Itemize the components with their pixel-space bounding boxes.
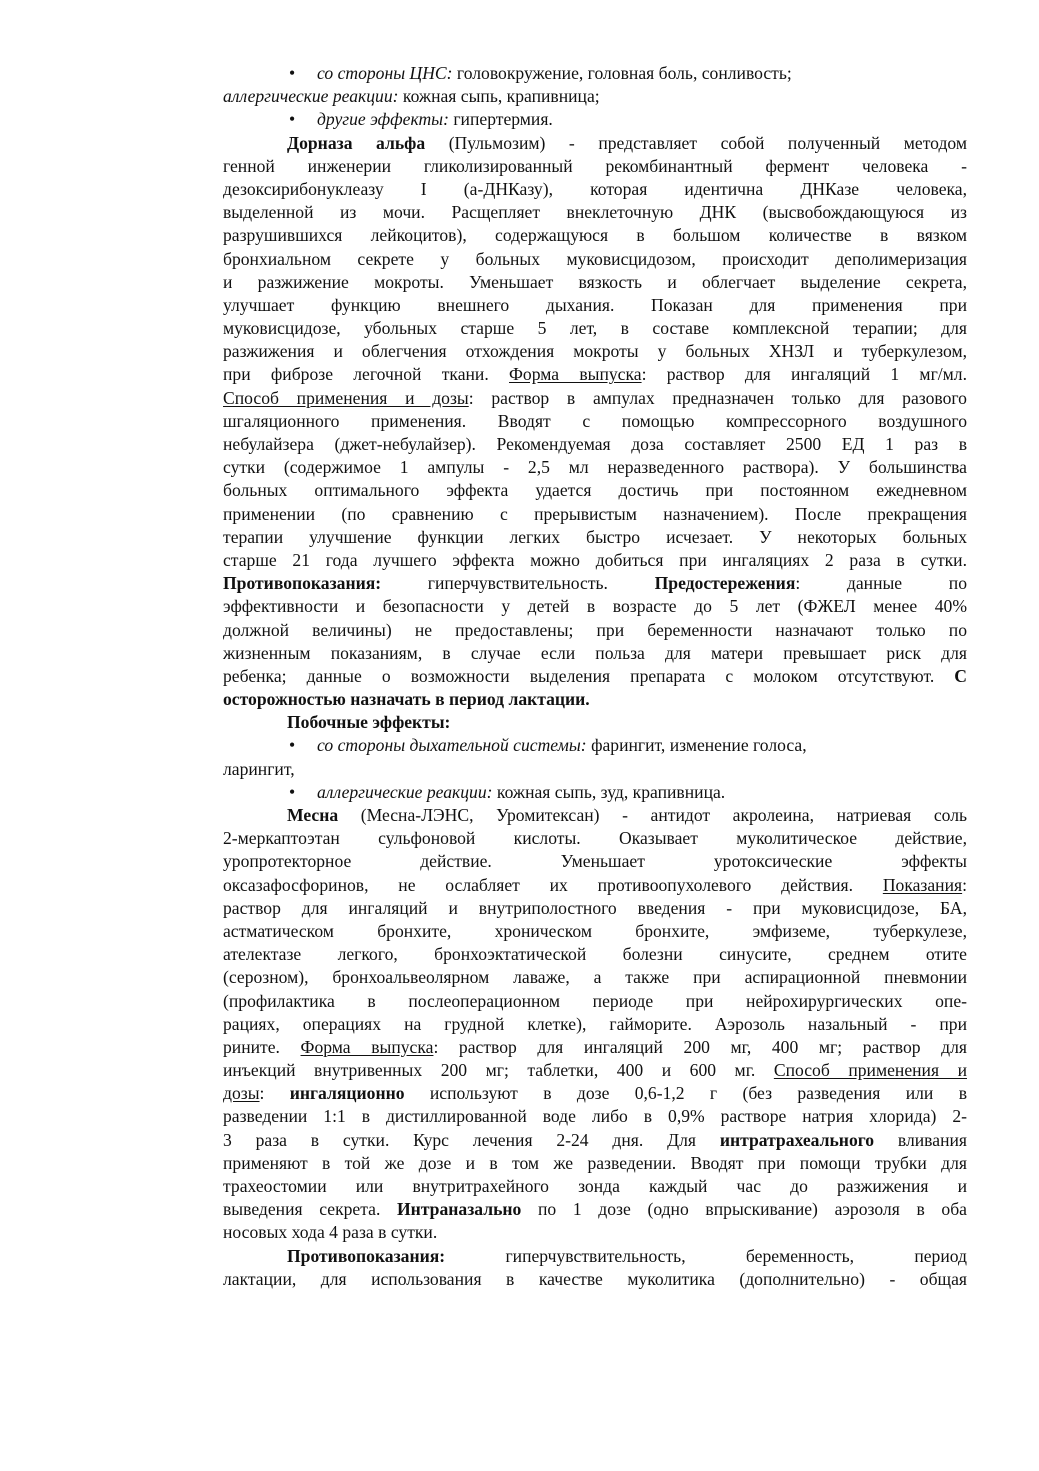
paragraph-heading-line [223, 132, 967, 155]
bold-term: С [954, 665, 967, 686]
bullet-item [223, 62, 967, 85]
bullet-item [223, 734, 967, 757]
bullet-marker: • [289, 781, 296, 802]
text-line: уропротекторное действие. Уменьшает уротоксические эффекты [223, 851, 967, 872]
text-line: разведении 1:1 в дистиллированной воде либо в 0,9% растворе натрия хлорида) 2- [223, 1106, 967, 1127]
text-span: инъекций внутривенных 200 мг; таблетки, 400 и 600 мг. [223, 1060, 774, 1081]
bold-term: Противопоказания: [287, 1245, 446, 1266]
text-line: лактации, для использования в качестве муколитика (дополнительно) - общая [223, 1268, 967, 1289]
text-span: ребенка; данные о возможности выделения препарата с молоком отсутствуют. [223, 665, 955, 686]
text-line: разрушившихся лейкоцитов), содержащуюся в большом количестве в вязком [223, 225, 967, 246]
text-span: оксазафосфоринов, не ослабляет их противоопухолевого действия. [223, 874, 883, 895]
text-line [223, 1198, 967, 1221]
text-line: ларингит, [223, 758, 295, 779]
text-span: 3 раза в сутки. Курс лечения 2-24 дня. Для [223, 1129, 720, 1150]
text-line [223, 874, 967, 897]
bullet-label: другие эффекты: [317, 109, 449, 130]
text-span: : раствор для ингаляций 200 мг, 400 мг; раствор для [433, 1036, 968, 1057]
text-span: (Месна-ЛЭНС, Уромитексан) - антидот акролеина, натриевая соль [338, 805, 967, 825]
underlined-term: Форма выпуска [509, 364, 642, 385]
bold-term: Интраназально [397, 1199, 522, 1220]
text-line: улучшает функцию внешнего дыхания. Показан для применения при [223, 294, 967, 315]
bullet-marker: • [289, 735, 296, 756]
bullet-item [223, 108, 967, 131]
text-span: выведения секрета. [223, 1199, 397, 1220]
text-line: дезоксирибонуклеазу I (а-ДНКазу), которая идентична ДНКазе человека, [223, 178, 967, 199]
bold-term: интратрахеального [719, 1129, 875, 1150]
text-line: сутки (содержимое 1 ампулы - 2,5 мл неразведенного раствора). У большинства [223, 457, 967, 478]
text-line: носовых хода 4 раза в сутки. [223, 1222, 438, 1243]
bold-term: Предостережения [654, 573, 796, 594]
text-line: небулайзера (джет-небулайзер). Рекомендуемая доза составляет 2500 ЕД 1 раз в [223, 434, 967, 454]
text-span: рините. [223, 1036, 301, 1057]
text-line [223, 1059, 967, 1082]
bullet-text: головокружение, головная боль, сонливость; [452, 63, 792, 83]
underlined-term: дозы [223, 1083, 260, 1104]
text-line: (профилактика в послеоперационном периоде при нейрохирургических опе- [223, 990, 967, 1011]
bullet-text: кожная сыпь, зуд, крапивница. [492, 781, 726, 802]
text-line: старше 21 года лучшего эффекта можно добиться при ингаляциях 2 раза в сутки. [223, 549, 967, 570]
text-line: применении (по сравнению с прерывистым назначением). После прекращения [223, 503, 967, 524]
text-line: муковисцидозе, убольных старше 5 лет, в составе комплексной терапии; для [223, 318, 967, 339]
document-page [223, 62, 967, 1291]
bold-term: осторожностью назначать в период лактации. [223, 689, 590, 710]
text-span: гиперчувствительность. [381, 573, 655, 594]
underlined-term: Показания [882, 874, 963, 895]
text-line [223, 665, 967, 688]
bullet-text: гипертермия. [448, 109, 553, 130]
paragraph-heading-line [223, 1245, 967, 1268]
text-line: бронхиальном секрете у больных муковисцидозом, происходит деполимеризация [223, 248, 967, 269]
text-span: (Пульмозим) - представляет собой полученный методом [425, 132, 967, 153]
bullet-label: со стороны дыхательной системы: [317, 735, 587, 756]
text-span: : данные по [795, 573, 967, 594]
text-line: больных оптимального эффекта удается достичь при постоянном ежедневном [223, 480, 967, 501]
paragraph-heading-line [223, 804, 967, 827]
text-line [223, 363, 967, 386]
text-span: кожная сыпь, крапивница; [398, 86, 600, 107]
text-line: должной величины) не предоставлены; при беременности назначают только по [223, 619, 967, 640]
underlined-term: Форма выпуска [300, 1036, 434, 1057]
text-line: астматическом бронхите, хроническом бронхите, эмфиземе, туберкулезе, [223, 920, 967, 941]
text-line: раствор для ингаляций и внутриполостного введения - при муковисцидозе, БА, [223, 897, 967, 918]
text-line: эффективности и безопасности у детей в возрасте до 5 лет (ФЖЕЛ менее 40% [223, 596, 967, 617]
text-line [223, 1082, 967, 1105]
text-line: выделенной из мочи. Расщепляет внеклеточную ДНК (высвобождающуюся из [223, 202, 967, 223]
text-span: по 1 дозе (одно впрыскивание) аэрозоля в оба [521, 1199, 967, 1220]
bullet-item [223, 781, 967, 804]
bullet-marker: • [289, 109, 296, 130]
text-line: рациях, операциях на грудной клетке), гайморите. Аэрозоль назальный - при [223, 1013, 967, 1034]
bullet-marker: • [289, 63, 296, 83]
text-line: (серозном), бронхоальвеолярном лаваже, а также при аспирационной пневмонии [223, 967, 967, 988]
text-line: генной инженерии гликолизированный рекомбинантный фермент человека - [223, 155, 967, 176]
side-effects-heading: Побочные эффекты: [287, 712, 451, 733]
drug-name: Месна [287, 805, 339, 825]
bullet-text: фарингит, изменение голоса, [586, 735, 807, 756]
text-line [223, 1129, 967, 1152]
bold-term: Противопоказания: [223, 573, 382, 594]
text-line: 2-меркаптоэтан сульфоновой кислоты. Оказывает муколитическое действие, [223, 828, 967, 849]
text-line [223, 85, 967, 108]
text-span: : раствор для ингаляций 1 мг/мл. [641, 364, 967, 385]
italic-label: аллергические реакции: [223, 86, 399, 107]
text-span: используют в дозе 0,6-1,2 г (без разведения или в [404, 1083, 968, 1104]
text-line: жизненным показаниям, в случае если польза для матери превышает риск для [223, 642, 967, 663]
bullet-label: аллергические реакции: [317, 781, 493, 802]
text-line [223, 1036, 967, 1059]
text-line [223, 688, 967, 711]
text-line [223, 387, 967, 410]
text-line: шгаляционного применения. Вводят с помощью компрессорного воздушного [223, 410, 967, 431]
text-line: применяют в той же дозе и в том же разведении. Вводят при помощи трубки для [223, 1152, 967, 1173]
text-span: вливания [874, 1129, 967, 1150]
text-line: и разжижение мокроты. Уменьшает вязкость и облегчает выделение секрета, [223, 271, 967, 292]
text-span: гиперчувствительность, беременность, период [445, 1245, 967, 1266]
drug-name: Дорназа альфа [287, 132, 426, 153]
text-span: : [962, 874, 967, 895]
bold-term: ингаляционно [289, 1083, 405, 1104]
text-line: ателектазе легкого, бронхоэктатической болезни синусите, среднем отите [223, 944, 967, 965]
text-line: терапии улучшение функции легких быстро исчезает. У некоторых больных [223, 526, 967, 547]
bullet-label: со стороны ЦНС: [317, 63, 453, 83]
text-line: разжижения и облегчения отхождения мокроты у больных ХНЗЛ и туберкулезом, [223, 341, 967, 362]
text-span: при фиброзе легочной ткани. [223, 364, 510, 385]
text-span: : раствор в ампулах предназначен только для разового [468, 387, 967, 408]
text-line [223, 572, 967, 595]
section-heading [223, 711, 967, 734]
underlined-term: Способ применения и [773, 1060, 967, 1081]
underlined-term: Способ применения и дозы [223, 387, 469, 408]
text-span: : [259, 1083, 290, 1104]
text-line: трахеостомии или внутритрахейного зонда каждый час до разжижения и [223, 1176, 967, 1196]
